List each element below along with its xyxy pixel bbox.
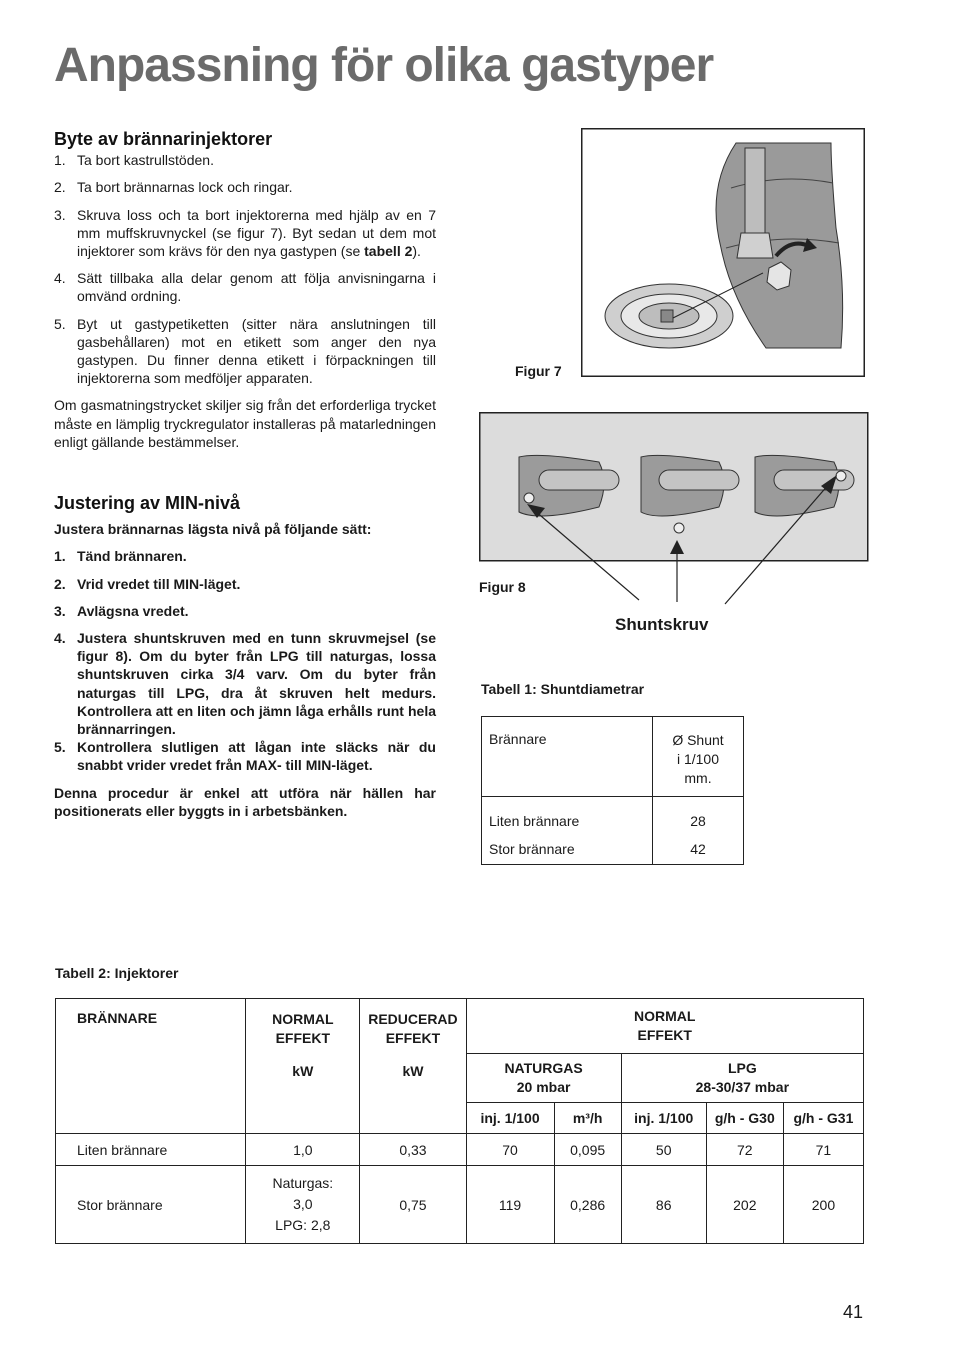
table-header: NATURGAS 20 mbar [466, 1054, 621, 1103]
section-heading: Byte av brännarinjektorer [54, 129, 273, 149]
list-item: 4. Sätt tillbaka alla delar genom att följa anvisningarna i omvänd ordning. [54, 270, 436, 305]
list-item: 2. Ta bort brännarnas lock och ringar. [54, 179, 293, 196]
list-item: 1. Tänd brännaren. [54, 548, 187, 565]
table-cell: 71 [783, 1134, 863, 1166]
table-cell: 70 [466, 1134, 554, 1166]
list-item: 3. Avlägsna vredet. [54, 602, 189, 619]
figure7-label: Figur 7 [515, 363, 562, 379]
table-cell: Naturgas: 3,0 LPG: 2,8 [246, 1166, 360, 1244]
table-cell: 1,0 [246, 1134, 360, 1166]
min-level-steps [54, 547, 436, 774]
section-heading: Justering av MIN-nivå [54, 493, 241, 513]
table-header: NORMAL EFFEKT kW [246, 999, 360, 1134]
injector-steps [54, 151, 436, 387]
table-cell: Stor brännare [56, 1166, 246, 1244]
table-cell: 0,286 [554, 1166, 621, 1244]
page-number: 41 [843, 1302, 864, 1322]
list-item: 4. Justera shuntskruven med en tunn skruvmejsel (se figur 8). Om du byter från LPG till naturgas, lossa shuntskruven cirka 3/4 varv. Om du byter från naturgas till LPG, dra åt skruven helt medurs. Kontrollera att en liten och jämn låga erhålls runt hela brännarringen. [54, 630, 436, 738]
table-header: BRÄNNARE [56, 999, 246, 1134]
injector-table [55, 998, 864, 1244]
table-header: REDUCERAD EFFEKT kW [360, 999, 466, 1134]
table-header: NORMAL EFFEKT [466, 999, 864, 1054]
page-title: Anpassning för olika gastyper [54, 39, 714, 92]
table-cell: 202 [706, 1166, 783, 1244]
table-cell: 0,33 [360, 1134, 466, 1166]
table-row [56, 1134, 864, 1166]
list-item: 1. Ta bort kastrullstöden. [54, 152, 214, 169]
table-header: LPG 28-30/37 mbar [621, 1054, 863, 1103]
table-header: Ø Shunt i 1/100 mm. [653, 717, 744, 797]
figure7-illustration [581, 128, 865, 377]
table-cell: 119 [466, 1166, 554, 1244]
shunt-screw-callout: Shuntskruv [615, 615, 709, 634]
pressure-paragraph: Om gasmatningstrycket skiljer sig från det erforderliga trycket måste en lämplig tryckregulator installeras på matarledningen enligt gällande bestämmelser. [54, 397, 436, 450]
list-item: 2. Vrid vredet till MIN-läget. [54, 575, 241, 592]
section-min-level [54, 494, 436, 820]
table-header: g/h - G30 [706, 1103, 783, 1134]
table-cell: Liten brännare [56, 1134, 246, 1166]
table-cell: 28 42 [653, 797, 744, 865]
closing-text: Denna procedur är enkel att utföra när hällen har positionerats eller byggts in i arbetsbänken. [54, 784, 436, 819]
table-cell: 200 [783, 1166, 863, 1244]
table-cell: 50 [621, 1134, 706, 1166]
figure8-illustration [479, 412, 869, 608]
table-cell: 0,095 [554, 1134, 621, 1166]
intro-text: Justera brännarnas lägsta nivå på följande sätt: [54, 521, 372, 538]
table-header: g/h - G31 [783, 1103, 863, 1134]
table1-caption: Tabell 1: Shuntdiametrar [481, 681, 645, 697]
table-cell: 0,75 [360, 1166, 466, 1244]
table-cell: Liten brännare Stor brännare [482, 797, 653, 865]
list-item: 5. Byt ut gastypetiketten (sitter nära anslutningen till gasbehållaren) mot en etikett som anger den nya gastypen. Du finner denna etikett i förpackningen till injektorerna som medföljer apparaten. [54, 315, 436, 387]
table-cell: 86 [621, 1166, 706, 1244]
table-row [56, 1166, 864, 1244]
table-header: Brännare [482, 717, 653, 797]
figure8-label: Figur 8 [479, 579, 526, 595]
shunt-table [481, 716, 744, 865]
table-header: inj. 1/100 [466, 1103, 554, 1134]
list-item: 3. Skruva loss och ta bort injektorerna med hjälp av en 7 mm muffskruvnyckel (se figur 7). Byt sedan ut dem mot injektorer som krävs för den nya gastypen (se tabell 2). [54, 206, 436, 260]
list-item: 5. Kontrollera slutligen att lågan inte släcks när du snabbt vrider vredet från MAX- till MIN-läget. [54, 739, 436, 774]
table-cell: 72 [706, 1134, 783, 1166]
table-header: m³/h [554, 1103, 621, 1134]
table2-caption: Tabell 2: Injektorer [55, 965, 179, 981]
section-injectors [54, 130, 436, 451]
table-header: inj. 1/100 [621, 1103, 706, 1134]
